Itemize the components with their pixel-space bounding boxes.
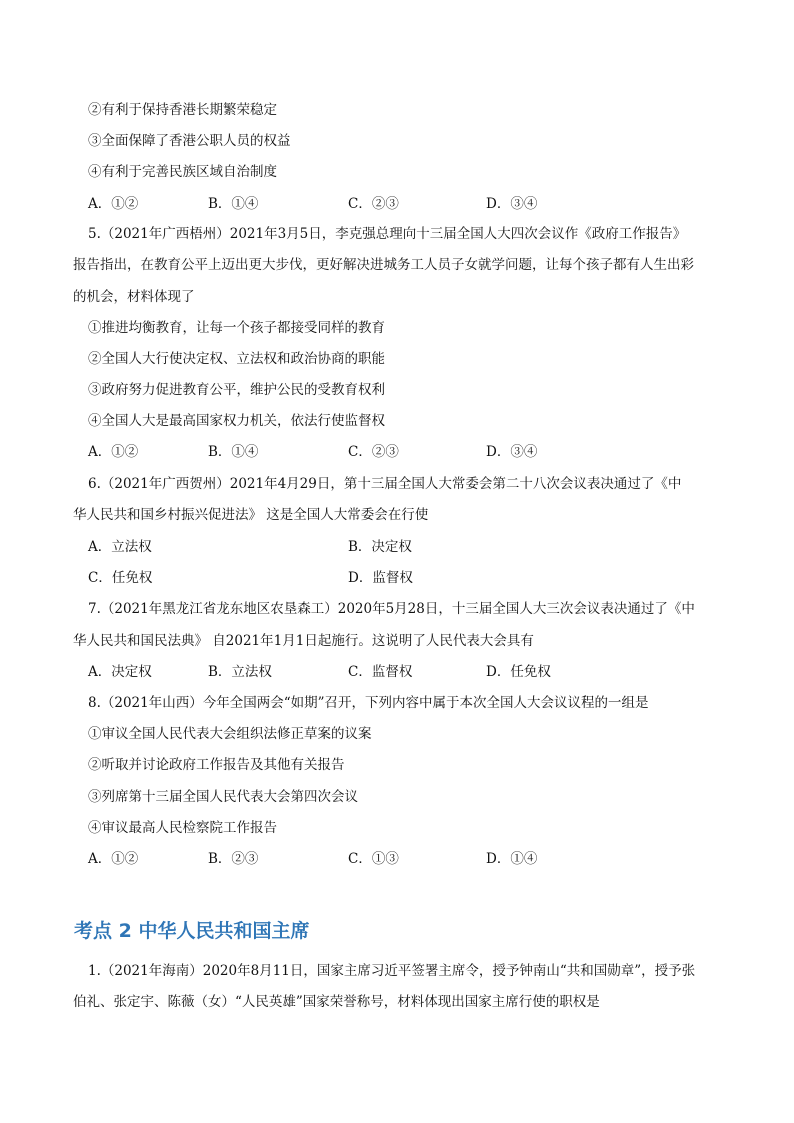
q8-option-d: D．①④ <box>486 851 538 867</box>
s2-q1-stem-line-2: 伯礼、张定宇、陈薇（女）“人民英雄”国家荣誉称号，材料体现出国家主席行使的职权是 <box>73 994 600 1010</box>
q6-option-c: C．任免权 <box>88 570 153 586</box>
q5-item-4: ④全国人大是最高国家权力机关，依法行使监督权 <box>88 413 385 429</box>
q7-option-b: B．立法权 <box>208 664 272 680</box>
q4-option-c: C．②③ <box>348 196 399 212</box>
q7-option-d: D．任免权 <box>486 664 551 680</box>
q6-stem-line-2: 华人民共和国乡村振兴促进法》 这是全国人大常委会在行使 <box>73 507 429 523</box>
q8-stem-line-1: 8.（2021年山西）今年全国两会“如期”召开，下列内容中属于本次全国人大会议议程的一组是 <box>88 695 649 711</box>
q6-option-b: B．决定权 <box>348 539 412 555</box>
q7-stem-line-1: 7.（2021年黑龙江省龙东地区农垦森工）2020年5月28日，十三届全国人大三次会议表决通过了《中 <box>88 601 695 617</box>
q4-item-4: ④有利于完善民族区域自治制度 <box>88 164 277 180</box>
q4-option-a: A．①② <box>88 196 139 212</box>
q5-option-a: A．①② <box>88 444 139 460</box>
q5-item-2: ②全国人大行使决定权、立法权和政治协商的职能 <box>88 351 385 367</box>
q8-option-a: A．①② <box>88 851 139 867</box>
q5-option-d: D．③④ <box>486 444 538 460</box>
q5-stem-line-3: 的机会，材料体现了 <box>73 289 195 305</box>
q5-item-1: ①推进均衡教育，让每一个孩子都接受同样的教育 <box>88 320 385 336</box>
q8-item-4: ④审议最高人民检察院工作报告 <box>88 820 277 836</box>
q7-stem-line-2: 华人民共和国民法典》 自2021年1月1日起施行。这说明了人民代表大会具有 <box>73 633 534 649</box>
q4-option-d: D．③④ <box>486 196 538 212</box>
q4-item-3: ③全面保障了香港公职人员的权益 <box>88 133 291 149</box>
q4-option-b: B．①④ <box>208 196 259 212</box>
q6-option-a: A．立法权 <box>88 539 152 555</box>
q8-option-c: C．①③ <box>348 851 399 867</box>
q6-stem-line-1: 6.（2021年广西贺州）2021年4月29日，第十三届全国人大常委会第二十八次会议表决通过了《中 <box>88 476 682 492</box>
q5-option-b: B．①④ <box>208 444 259 460</box>
q5-stem-line-1: 5.（2021年广西梧州）2021年3月5日，李克强总理向十三届全国人大四次会议作《政府工作报告》 <box>88 226 687 242</box>
q8-item-1: ①审议全国人民代表大会组织法修正草案的议案 <box>88 726 372 742</box>
s2-q1-stem-line-1: 1.（2021年海南）2020年8月11日，国家主席习近平签署主席令，授予钟南山“共和国勋章”，授予张 <box>88 963 696 979</box>
q8-item-3: ③列席第十三届全国人民代表大会第四次会议 <box>88 789 358 805</box>
q5-item-3: ③政府努力促进教育公平，维护公民的受教育权利 <box>88 382 385 398</box>
section-heading: 考点 2 中华人民共和国主席 <box>74 920 310 942</box>
q7-option-c: C．监督权 <box>348 664 413 680</box>
q6-option-d: D．监督权 <box>348 570 413 586</box>
q4-item-2: ②有利于保持香港长期繁荣稳定 <box>88 102 277 118</box>
q5-stem-line-2: 报告指出，在教育公平上迈出更大步伐，更好解决进城务工人员子女就学问题，让每个孩子都有人生出彩 <box>73 257 694 273</box>
q8-item-2: ②听取并讨论政府工作报告及其他有关报告 <box>88 757 345 773</box>
q5-option-c: C．②③ <box>348 444 399 460</box>
q8-option-b: B．②③ <box>208 851 259 867</box>
q7-option-a: A．决定权 <box>88 664 152 680</box>
